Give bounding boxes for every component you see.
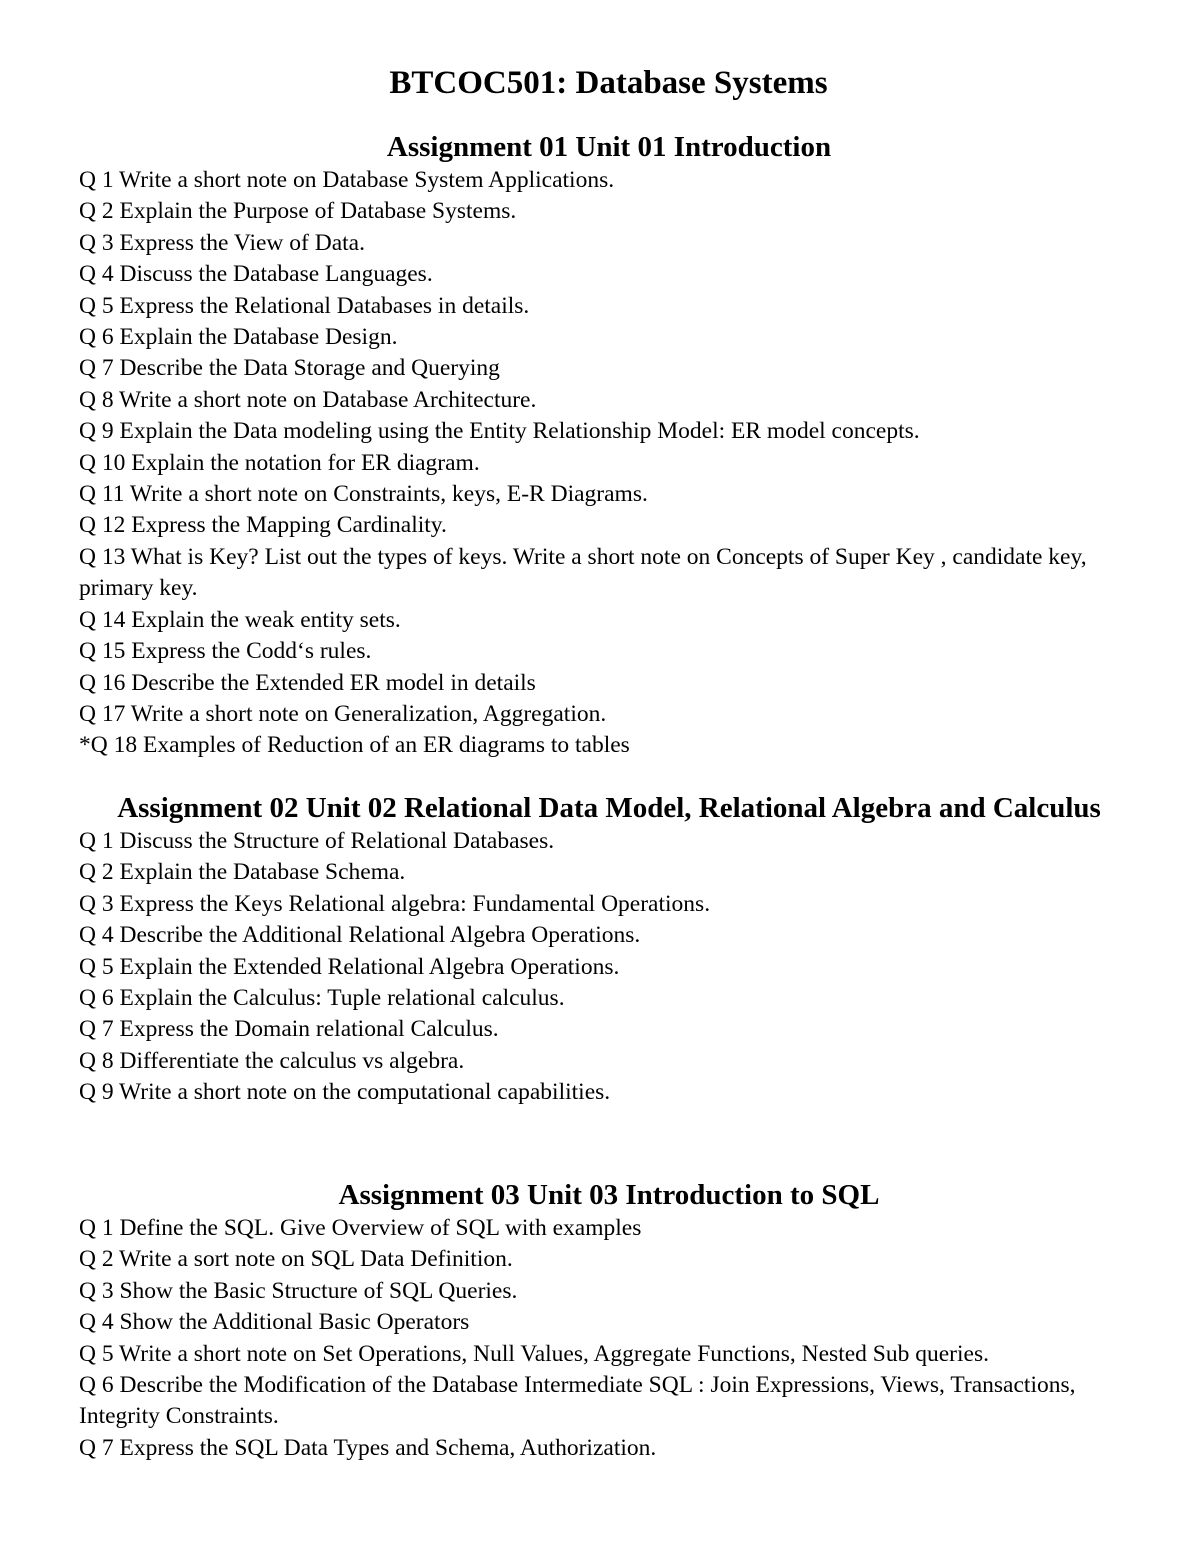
question-item: Q 2 Explain the Database Schema. bbox=[79, 859, 406, 886]
document-title: BTCOC501: Database Systems bbox=[389, 65, 828, 101]
section-heading: Assignment 01 Unit 01 Introduction bbox=[386, 131, 832, 163]
assignment-section-2 bbox=[79, 790, 1139, 1109]
assignment-section-3 bbox=[79, 1177, 1139, 1464]
question-item: Q 1 Discuss the Structure of Relational Databases. bbox=[79, 828, 555, 854]
question-item: Q 4 Discuss the Database Languages. bbox=[79, 261, 433, 288]
question-item: Q 17 Write a short note on Generalization, Aggregation. bbox=[79, 700, 607, 727]
question-item: Q 14 Explain the weak entity sets. bbox=[79, 606, 401, 633]
question-item: Q 6 Explain the Calculus: Tuple relational calculus. bbox=[79, 985, 565, 1012]
question-item: Q 5 Explain the Extended Relational Algebra Operations. bbox=[79, 953, 620, 980]
question-item: Q 9 Explain the Data modeling using the Entity Relationship Model: ER model concepts. bbox=[79, 418, 920, 445]
question-item: Q 16 Describe the Extended ER model in details bbox=[79, 669, 536, 696]
question-item: Q 7 Express the SQL Data Types and Schema, Authorization. bbox=[79, 1434, 657, 1461]
question-item: Q 8 Differentiate the calculus vs algebra. bbox=[79, 1047, 465, 1074]
question-item: Q 6 Describe the Modification of the Database Intermediate SQL : Join Expressions, Views, Transactions, Integrity Constraints. bbox=[79, 1372, 1076, 1430]
question-item: Q 12 Express the Mapping Cardinality. bbox=[79, 512, 447, 539]
question-item: Q 7 Describe the Data Storage and Querying bbox=[79, 355, 500, 382]
question-item: Q 2 Write a sort note on SQL Data Definition. bbox=[79, 1246, 513, 1273]
question-list bbox=[79, 1213, 1139, 1464]
question-item: Q 9 Write a short note on the computational capabilities. bbox=[79, 1079, 611, 1106]
question-item: Q 7 Express the Domain relational Calculus. bbox=[79, 1016, 499, 1043]
question-item: *Q 18 Examples of Reduction of an ER diagrams to tables bbox=[79, 732, 630, 759]
question-item: Q 5 Express the Relational Databases in details. bbox=[79, 292, 530, 319]
question-item: Q 5 Write a short note on Set Operations, Null Values, Aggregate Functions, Nested Sub queries. bbox=[79, 1340, 989, 1367]
question-item: Q 8 Write a short note on Database Architecture. bbox=[79, 386, 537, 413]
question-item: Q 15 Express the Codd‘s rules. bbox=[79, 638, 372, 665]
question-item: Q 10 Explain the notation for ER diagram. bbox=[79, 449, 480, 476]
question-item: Q 6 Explain the Database Design. bbox=[79, 324, 398, 351]
section-heading: Assignment 03 Unit 03 Introduction to SQL bbox=[338, 1179, 880, 1211]
question-list bbox=[79, 165, 1139, 762]
question-item: Q 3 Show the Basic Structure of SQL Queries. bbox=[79, 1277, 518, 1304]
question-item: Q 1 Write a short note on Database System Applications. bbox=[79, 167, 615, 193]
question-item: Q 13 What is Key? List out the types of keys. Write a short note on Concepts of Super Key , candidate key, primary key. bbox=[79, 543, 1087, 602]
question-item: Q 1 Define the SQL. Give Overview of SQL with examples bbox=[79, 1215, 642, 1241]
question-item: Q 11 Write a short note on Constraints, keys, E-R Diagrams. bbox=[79, 481, 648, 508]
question-item: Q 3 Express the View of Data. bbox=[79, 229, 365, 256]
question-item: Q 4 Describe the Additional Relational Algebra Operations. bbox=[79, 922, 641, 949]
question-item: Q 2 Explain the Purpose of Database Systems. bbox=[79, 198, 517, 225]
question-list bbox=[79, 826, 1139, 1109]
question-item: Q 3 Express the Keys Relational algebra: Fundamental Operations. bbox=[79, 890, 711, 917]
assignment-section-1 bbox=[79, 129, 1139, 762]
section-heading: Assignment 02 Unit 02 Relational Data Model, Relational Algebra and Calculus bbox=[117, 792, 1101, 824]
question-item: Q 4 Show the Additional Basic Operators bbox=[79, 1309, 470, 1336]
